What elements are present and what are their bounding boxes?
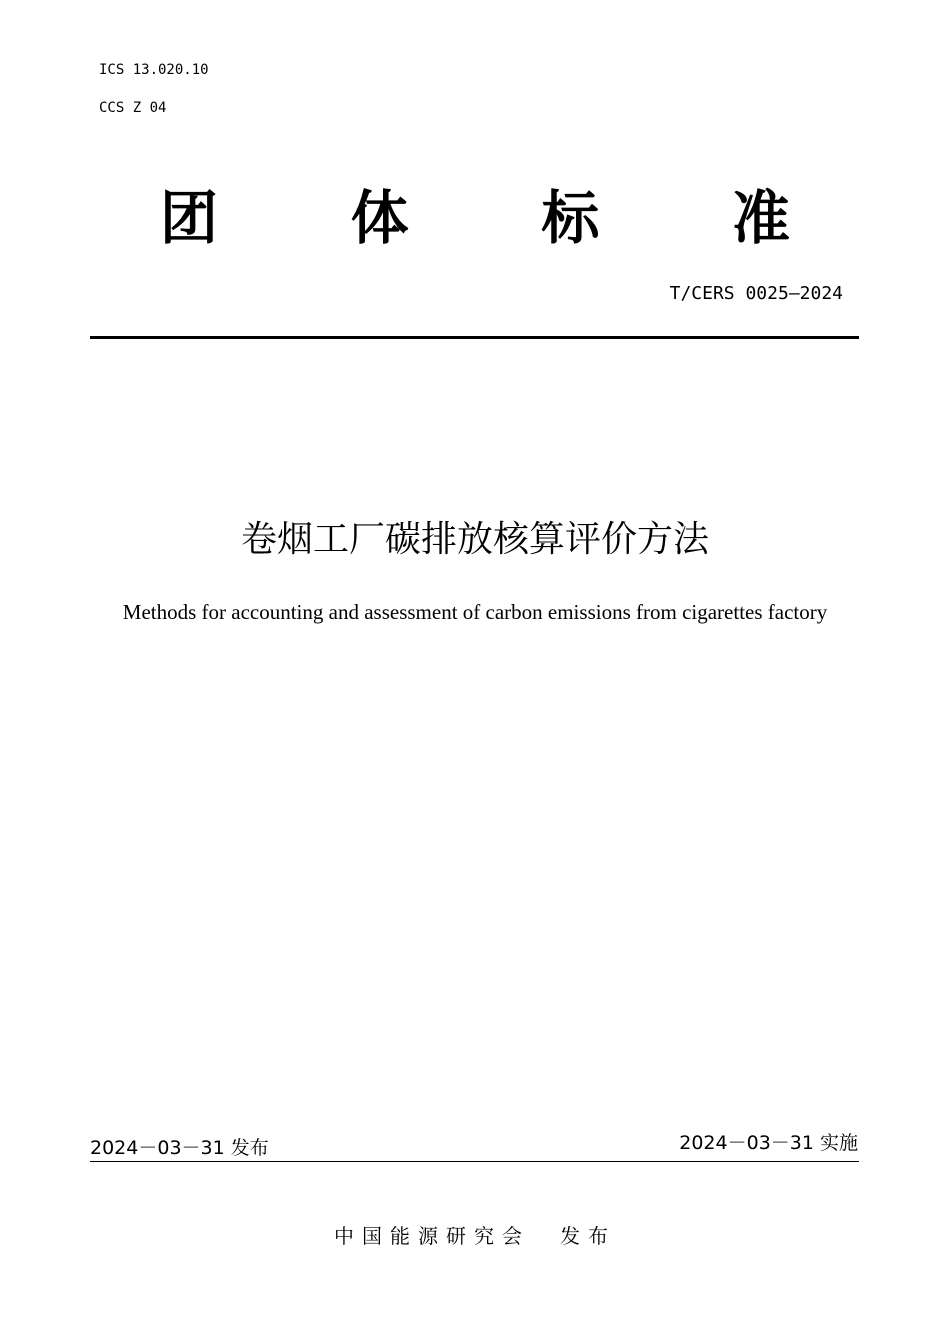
standard-type-heading [160, 183, 790, 253]
standard-type-char: 准 [731, 184, 790, 252]
ccs-code: CCS Z 04 [99, 100, 167, 116]
standard-type-char: 团 [160, 184, 219, 252]
issuer-line [0, 1222, 950, 1250]
standard-code: T/CERS 0025—2024 [669, 283, 843, 304]
issuer-organization: 中国能源研究会 [334, 1224, 530, 1248]
document-title-english: Methods for accounting and assessment of carbon emissions from cigarettes factory [122, 600, 828, 624]
standard-type-char: 体 [350, 184, 409, 252]
bottom-divider [90, 1161, 859, 1162]
publish-date: 2024－03－31 发布 [90, 1137, 269, 1159]
ics-code: ICS 13.020.10 [99, 62, 209, 78]
issuer-action: 发布 [560, 1224, 616, 1248]
standard-type-char: 标 [541, 184, 600, 252]
implement-date: 2024－03－31 实施 [679, 1132, 858, 1154]
top-divider [90, 336, 859, 339]
document-title-chinese: 卷烟工厂碳排放核算评价方法 [240, 519, 709, 560]
